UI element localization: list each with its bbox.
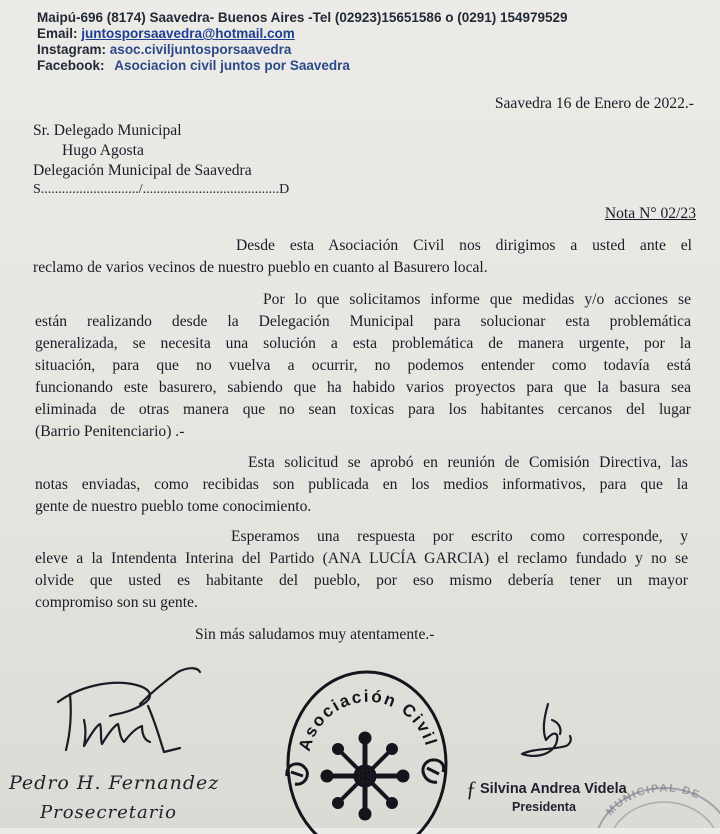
svg-text:MUNICIPAL DE: MUNICIPAL DE [603,782,703,819]
paragraph-2-line-7: (Barrio Penitenciario) .- [35,423,185,440]
recipient-sd-line: S............................/.......................................D [33,182,290,197]
paragraph-1-line-2: reclamo de varios vecinos de nuestro pueblo en cuanto al Basurero local. [33,259,488,276]
paragraph-2-line-2: están realizando desde la Delegación Municipal para solucionar esta problemática [35,313,691,330]
president-initial-mark: ƒ [466,776,477,801]
secretary-handwritten-role: Prosecretario [40,802,177,823]
email-link[interactable]: juntosporsaavedra@hotmail.com [81,26,295,41]
paragraph-4-line-3: olvide que usted es habitante del pueblo, por eso mismo debería tener un mayor [35,572,688,589]
paragraph-3-line-2: notas enviadas, como recibidas son publicada en los medios informativos, para que la [35,476,688,493]
paragraph-2-line-3: generalizada, se necesita una solución a esta problemática de manera urgente, por la [35,335,691,352]
stamp-arc-text: Asociación Civil [294,686,441,754]
recipient-title: Sr. Delegado Municipal [33,122,182,139]
paragraph-2-line-4: situación, para que no vuelva a ocurrir, no podemos entender como todavía está [35,357,691,374]
closing-line: Sin más saludamos muy atentamente.- [195,626,435,643]
letter-date: Saavedra 16 de Enero de 2022.- [494,95,694,112]
instagram-handle: asoc.civiljuntosporsaavedra [109,42,292,57]
paragraph-3-line-1: Esta solicitud se aprobó en reunión de Comisión Directiva, las [248,454,688,471]
president-name: Silvina Andrea Videla [480,781,627,797]
paragraph-4-line-1: Esperamos una respuesta por escrito como corresponde, y [231,528,688,545]
header-email [37,26,295,41]
email-label: Email: [37,26,78,41]
note-number: Nota N° 02/23 [604,205,696,222]
municipal-stamp-fragment [588,772,720,828]
paragraph-4-line-4: compromiso son su gente. [35,594,198,611]
paragraph-4-line-2: eleve a la Intendenta Interina del Partido (ANA LUCÍA GARCIA) el reclamo fundado y no se [35,550,688,567]
association-stamp [281,664,451,834]
paragraph-1-line-1: Desde esta Asociación Civil nos dirigimos a usted ante el [236,237,692,254]
president-signature [508,700,598,770]
paragraph-2-line-5: funcionando este basurero, sabiendo que ha habido varios proyectos para que la basura sea [35,379,691,396]
header-instagram [37,42,291,57]
recipient-office: Delegación Municipal de Saavedra [33,162,252,179]
facebook-label: Facebook: [37,58,105,73]
paragraph-2-line-6: eliminada de otras manera que no sean toxicas para los habitantes cercanos del lugar [35,401,691,418]
stamp-right-hand [423,760,444,782]
secretary-signature [40,664,210,759]
recipient-name: Hugo Agosta [62,142,144,159]
header-address: Maipú-696 (8174) Saavedra- Buenos Aires -Tel (02923)15651586 o (0291) 154979529 [37,10,568,25]
instagram-label: Instagram: [37,42,107,57]
paragraph-2-line-1: Por lo que solicitamos informe que medidas y/o acciones se [263,291,691,308]
stamp-figures-emblem [321,732,409,820]
paragraph-3-line-3: gente de nuestro pueblo tome conocimiento. [35,498,312,515]
secretary-handwritten-name: Pedro H. Fernandez [9,772,220,794]
president-role: Presidenta [512,800,576,814]
facebook-page: Asociacion civil juntos por Saavedra [114,58,350,73]
header-facebook [37,58,350,73]
